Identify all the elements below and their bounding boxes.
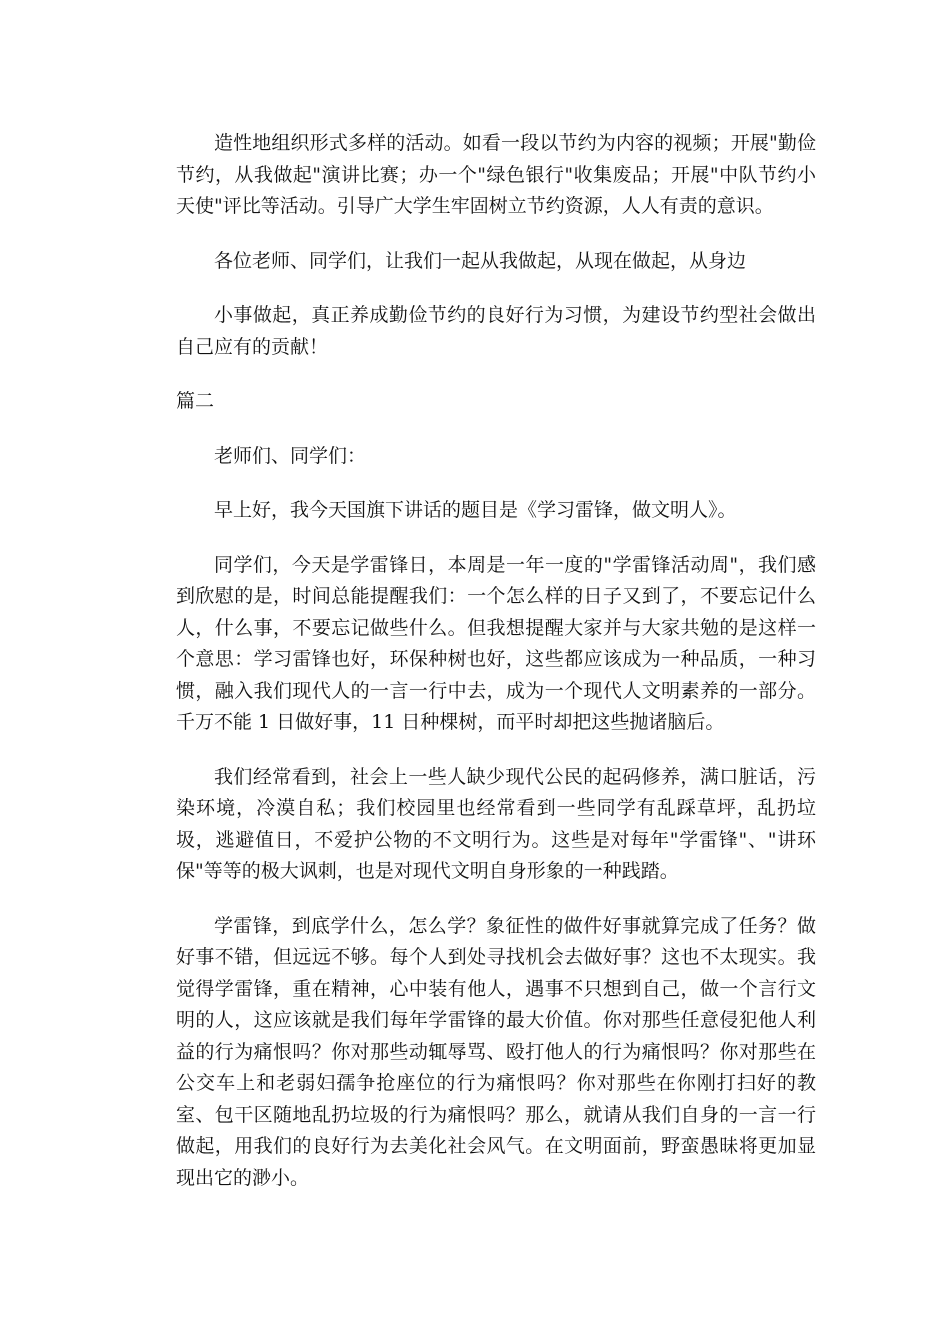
paragraph-how-to-learn: 学雷锋，到底学什么，怎么学？象征性的做件好事就算完成了任务？做好事不错，但远远不够。每个人到处寻找机会去做好事？这也不太现实。我觉得学雷锋，重在精神，心中装有他人，遇事不只想到自己，做一个言行文明的人，这应该就是我们每年学雷锋的最大价值。你对那些任意侵犯他人利益的行为痛恨吗？你对那些动辄辱骂、殴打他人的行为痛恨吗？你对那些在公交车上和老弱妇孺争抢座位的行为痛恨吗？你对那些在你刚打扫好的教室、包干区随地乱扔垃圾的行为痛恨吗？那么，就请从我们自身的一言一行做起，用我们的良好行为去美化社会风气。在文明面前，野蛮愚昧将更加显现出它的渺小。 bbox=[176, 914, 816, 1189]
section-heading: 篇二 bbox=[176, 390, 215, 412]
paragraph-speech-topic: 早上好，我今天国旗下讲话的题目是《学习雷锋，做文明人》。 bbox=[214, 499, 737, 521]
paragraph-uncivilized-behavior: 我们经常看到，社会上一些人缺少现代公民的起码修养，满口脏话，污染环境，冷漠自私；我们校园里也经常看到一些同学有乱踩草坪，乱扔垃圾，逃避值日，不爱护公物的不文明行为。这些是对每年"学雷锋"、"讲环保"等等的极大讽刺，也是对现代文明自身形象的一种践踏。 bbox=[176, 765, 816, 882]
paragraph-appeal: 各位老师、同学们，让我们一起从我做起，从现在做起，从身边 bbox=[214, 249, 747, 272]
document-body bbox=[176, 128, 816, 1217]
paragraph-contribution: 小事做起，真正养成勤俭节约的良好行为习惯，为建设节约型社会做出自己应有的贡献！ bbox=[176, 304, 816, 358]
paragraph-activities: 造性地组织形式多样的活动。如看一段以节约为内容的视频；开展"勤俭节约，从我做起"演讲比赛；办一个"绿色银行"收集废品；开展"中队节约小天使"评比等活动。引导广大学生牢固树立节约资源，人人有责的意识。 bbox=[176, 132, 816, 217]
paragraph-greeting: 老师们、同学们： bbox=[214, 444, 367, 467]
paragraph-leifeng-day: 同学们，今天是学雷锋日，本周是一年一度的"学雷锋活动周"，我们感到欣慰的是，时间总能提醒我们：一个怎么样的日子又到了，不要忘记什么人，什么事，不要忘记做些什么。但我想提醒大家并与大家共勉的是这样一个意思：学习雷锋也好，环保种树也好，这些都应该成为一种品质，一种习惯，融入我们现代人的一言一行中去，成为一个现代人文明素养的一部分。千万不能 1 日做好事，11 日种棵树，而平时却把这些抛诸脑后。 bbox=[176, 553, 816, 733]
